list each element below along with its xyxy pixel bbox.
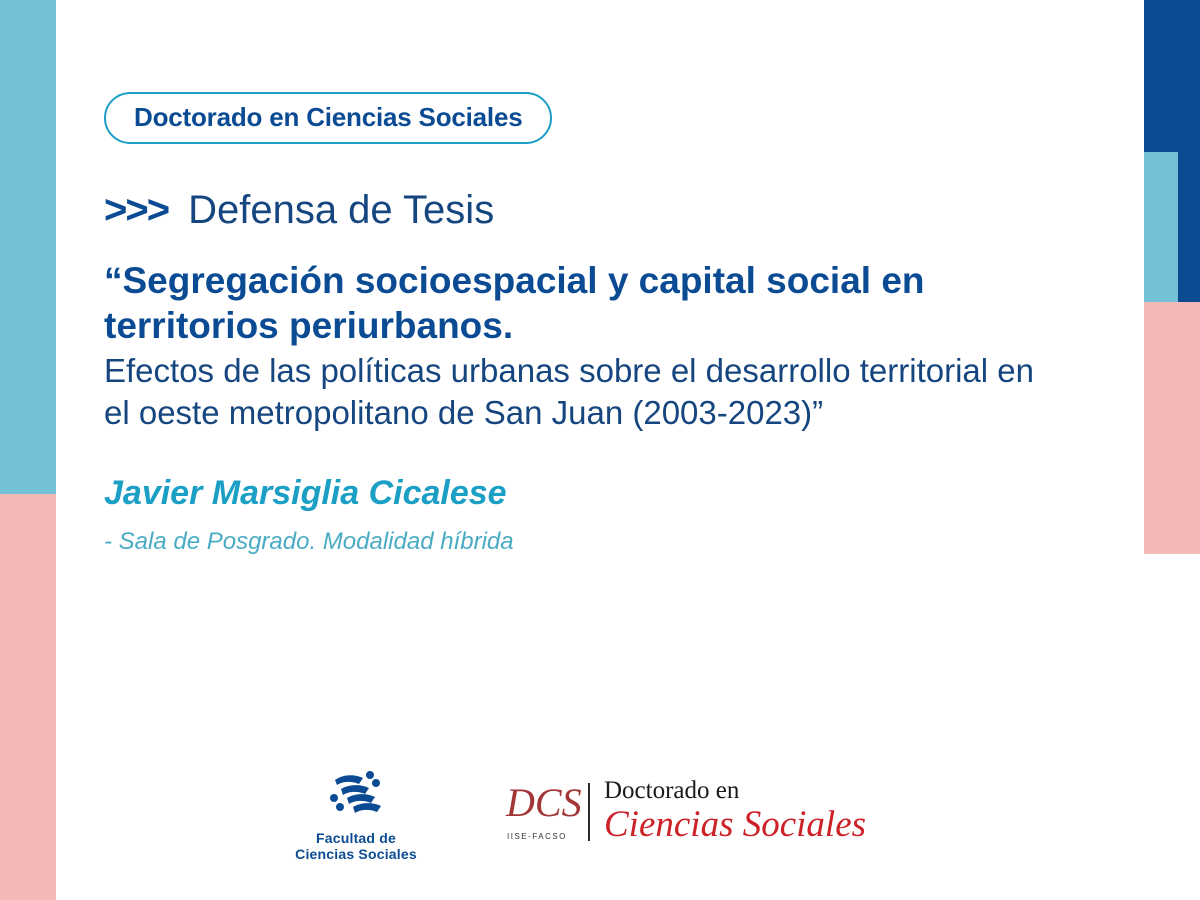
chevrons-icon: >>>	[104, 188, 169, 232]
left-decorative-rail	[0, 0, 56, 900]
program-logo	[506, 778, 866, 845]
faculty-logo	[276, 768, 436, 862]
dcs-wordmark	[604, 778, 866, 845]
dcs-divider	[588, 783, 590, 841]
right-rail-pink-block	[1144, 302, 1200, 554]
thesis-subtitle: Efectos de las políticas urbanas sobre el desarrollo territorial en el oeste metropolitano de San Juan (2003-2023)”	[104, 352, 1034, 432]
event-type-row	[104, 190, 1104, 230]
right-rail-blue-stripe	[1178, 0, 1200, 302]
left-rail-cyan-block	[0, 0, 56, 494]
dcs-monogram-icon	[506, 779, 582, 843]
logo-strip	[276, 768, 916, 878]
program-badge-label: Doctorado en Ciencias Sociales	[134, 102, 523, 132]
faculty-logo-line2: Ciencias Sociales	[295, 846, 417, 862]
faculty-logo-line1: Facultad de	[316, 830, 396, 846]
dcs-wordmark-line2: Ciencias Sociales	[604, 804, 867, 846]
poster-content	[104, 0, 1104, 900]
right-decorative-rail	[1144, 0, 1200, 900]
left-rail-pink-block	[0, 494, 56, 900]
event-type-label: Defensa de Tesis	[188, 188, 495, 232]
dcs-monogram-letters: DCS	[506, 779, 582, 825]
dcs-wordmark-line1: Doctorado en	[604, 777, 740, 804]
fsoc-mark-icon	[276, 768, 436, 822]
dcs-monogram-sub: IISE-FACSO	[507, 831, 567, 841]
venue-details: - Sala de Posgrado. Modalidad híbrida	[104, 528, 514, 556]
right-rail-white-block	[1144, 554, 1200, 900]
author-name: Javier Marsiglia Cicalese	[104, 473, 507, 512]
thesis-title: “Segregación socioespacial y capital social en territorios periurbanos.	[104, 260, 925, 347]
program-badge	[104, 92, 552, 144]
